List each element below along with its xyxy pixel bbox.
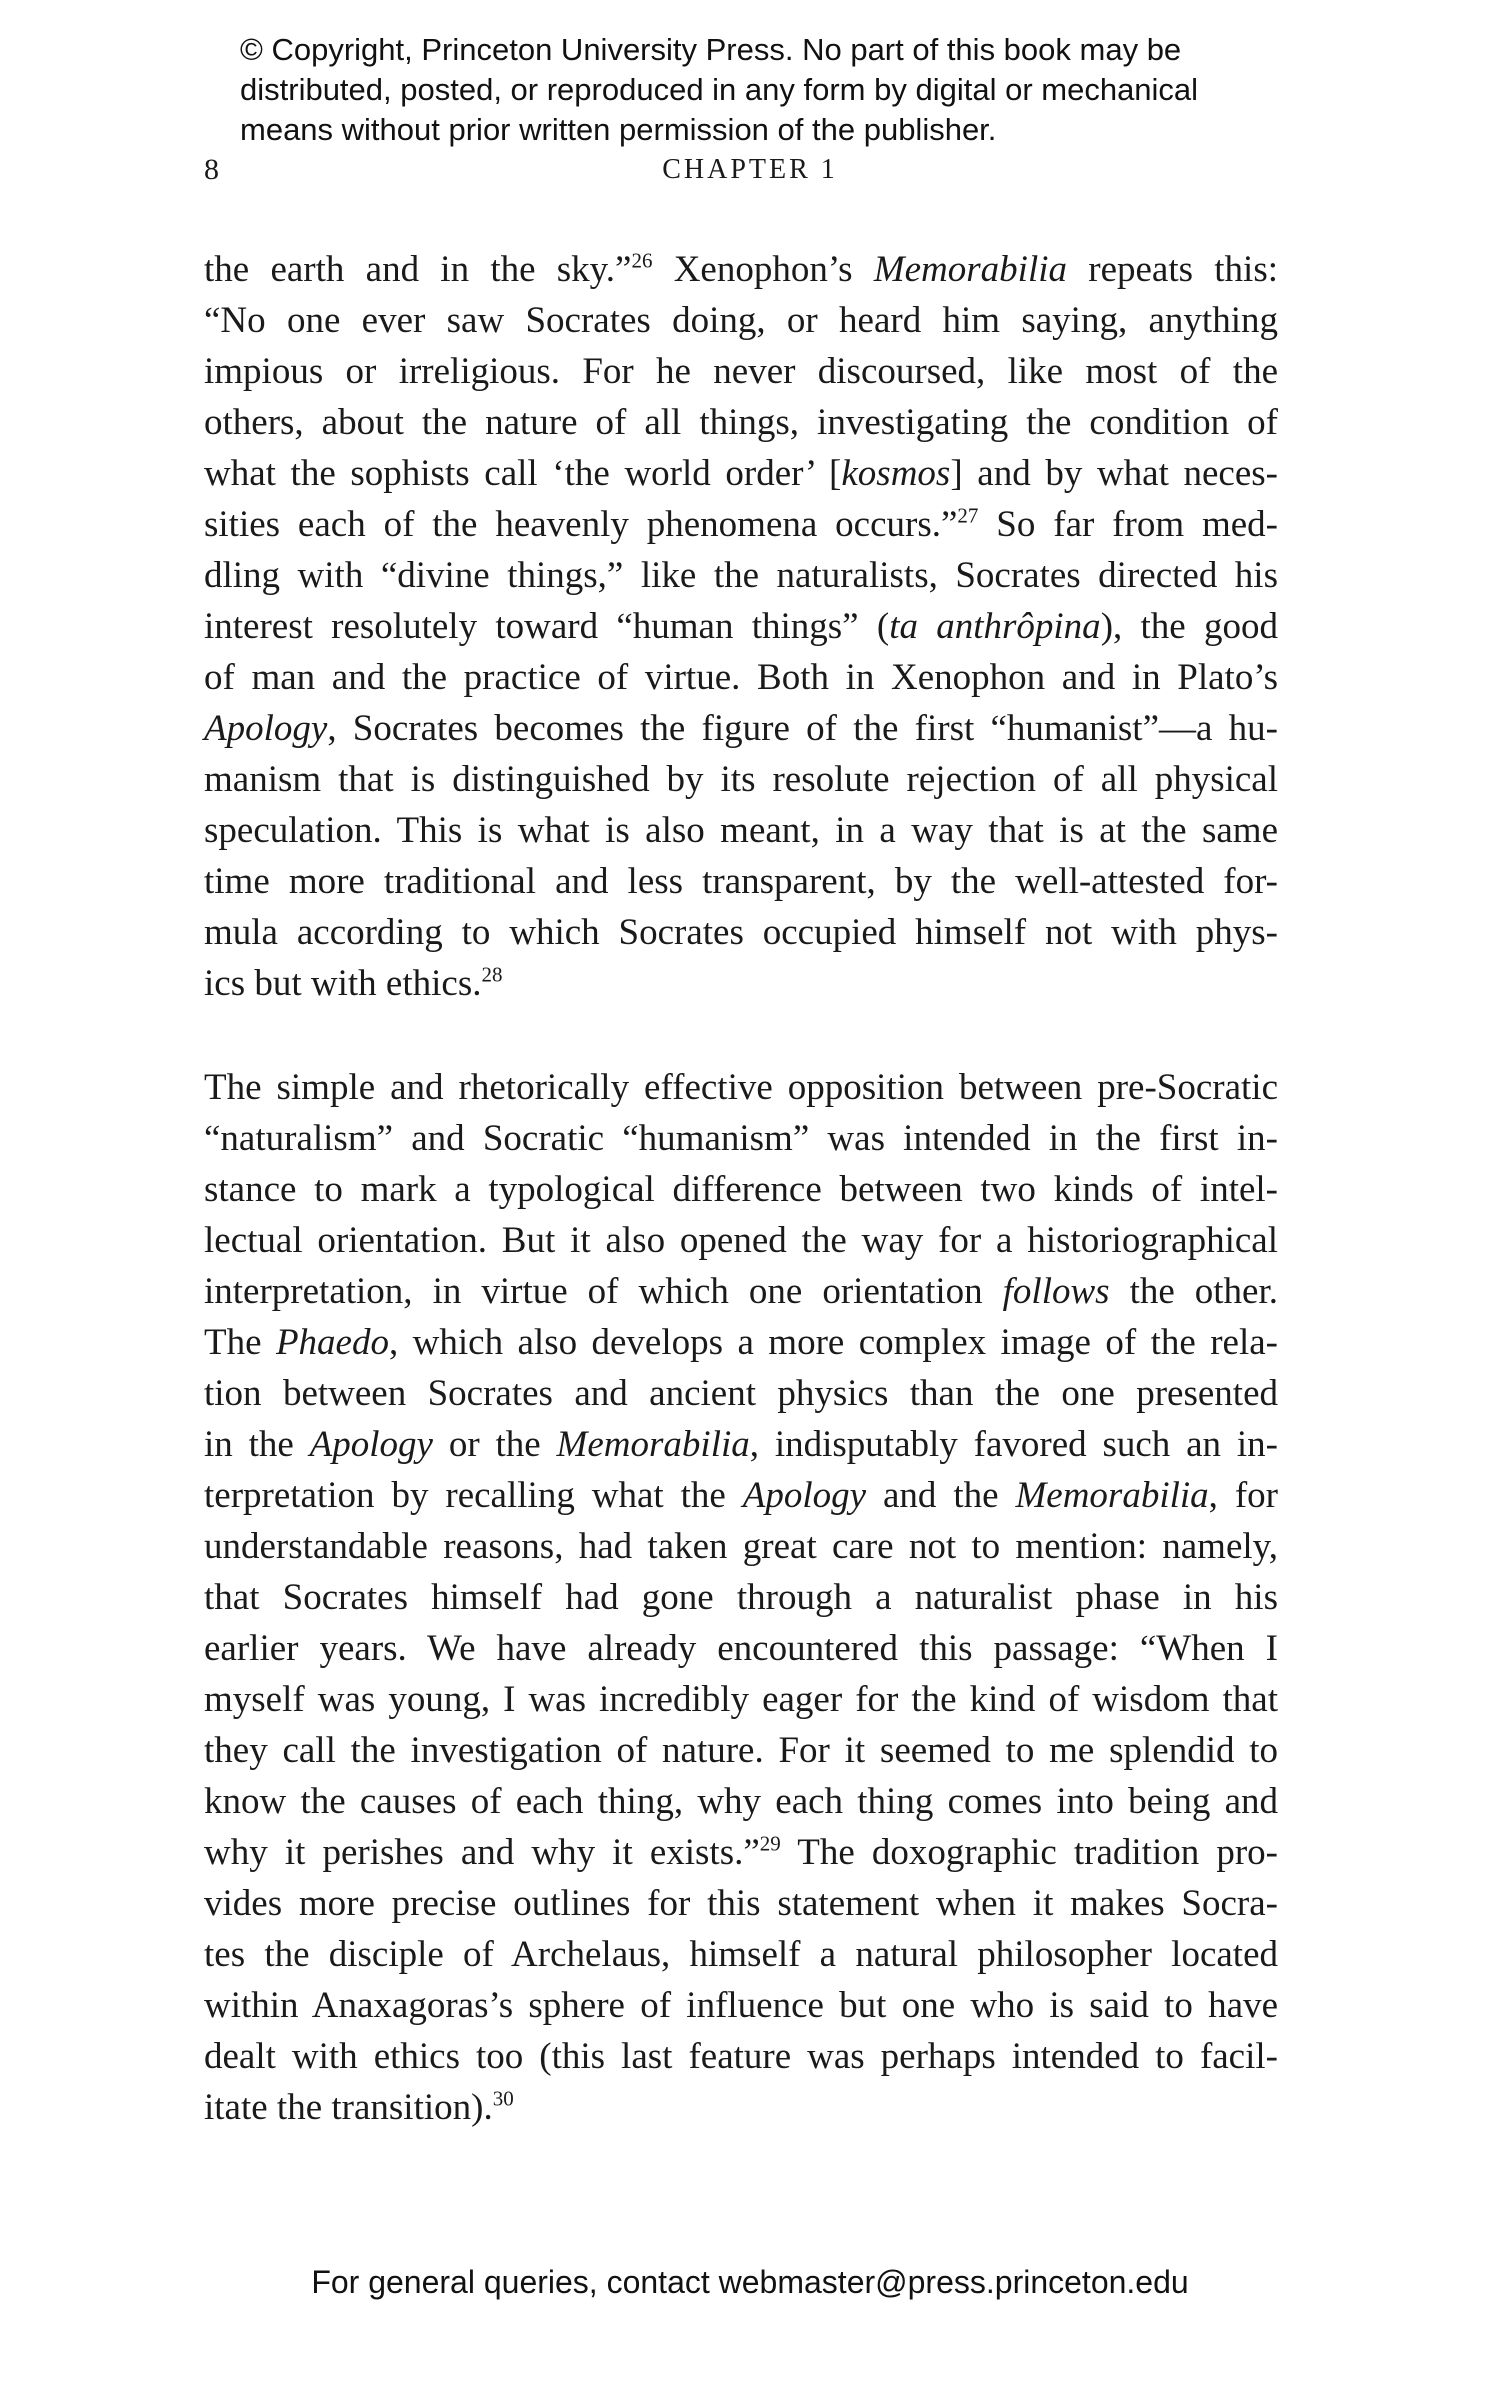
text-run: ics but with ethics. [204,963,482,1004]
text-run: of man and the practice of virtue. Both in Xenophon and in Plato’s [204,657,1278,698]
text-run: ] and by what neces- [950,453,1278,494]
footer-contact: For general queries, contact webmaster@press.princeton.edu [311,2264,1189,2300]
text-line [204,601,1278,652]
text-line [204,1674,1278,1725]
text-line [204,1215,1278,1266]
italic-term: follows [1002,1271,1110,1312]
text-run: within Anaxagoras’s sphere of influence but one who is said to have [204,1985,1278,2026]
text-run: ), the good [1100,606,1278,647]
text-line [204,1113,1278,1164]
text-line [204,652,1278,703]
italic-term: Memorabilia [556,1424,750,1465]
text-run: , for [1208,1475,1278,1516]
text-run: , which also develops a more complex image of the rela- [388,1322,1279,1363]
text-run: , indisputably favored such an in- [749,1424,1278,1465]
text-run: mula according to which Socrates occupied himself not with phys- [204,912,1278,953]
text-run: stance to mark a typological difference between two kinds of intel- [204,1169,1278,1210]
text-line [204,295,1278,346]
italic-term: Memorabilia [873,249,1067,290]
body-paragraph [204,1062,1278,2133]
text-line [204,346,1278,397]
text-line [204,1266,1278,1317]
page-number: 8 [204,153,219,186]
copyright-line: © Copyright, Princeton University Press. No part of this book may be [240,32,1182,67]
text-run: they call the investigation of nature. For it seemed to me splendid to [204,1730,1278,1771]
text-run: and the [866,1475,1016,1516]
text-run: tion between Socrates and ancient physics than the one presented [204,1373,1278,1414]
footnote-ref: 27 [957,503,979,528]
text-line [204,2031,1278,2082]
text-run: impious or irreligious. For he never discoursed, like most of the [204,351,1278,392]
text-run: what the sophists call ‘the world order’ [ [204,453,842,494]
italic-term: Memorabilia [1015,1475,1209,1516]
text-run: or the [432,1424,557,1465]
text-run: “No one ever saw Socrates doing, or heard him saying, anything [204,300,1278,341]
text-line [204,1368,1278,1419]
text-run: speculation. This is what is also meant, in a way that is at the same [204,810,1278,851]
text-run: that Socrates himself had gone through a naturalist phase in his [204,1577,1278,1618]
text-line [204,1623,1278,1674]
italic-term: kosmos [841,453,951,494]
text-run: the earth and in the sky.” [204,249,632,290]
body-paragraph [204,244,1278,1009]
text-line [204,1725,1278,1776]
text-line [204,1980,1278,2031]
text-line [204,499,1278,550]
text-run: why it perishes and why it exists.” [204,1832,760,1873]
text-run: The [204,1322,276,1363]
text-run: dling with “divine things,” like the naturalists, Socrates directed his [204,555,1278,596]
text-run: earlier years. We have already encountered this passage: “When I [204,1628,1278,1669]
text-line [204,907,1278,958]
text-run: “naturalism” and Socratic “humanism” was intended in the first in- [204,1118,1278,1159]
italic-term: Phaedo [275,1322,389,1363]
text-run: interpretation, in virtue of which one orientation [204,1271,1003,1312]
text-run: others, about the nature of all things, investigating the condition of [204,402,1278,443]
text-line [204,1878,1278,1929]
text-run: terpretation by recalling what the [204,1475,743,1516]
text-line [204,397,1278,448]
text-run: manism that is distinguished by its resolute rejection of all physical [204,759,1278,800]
text-line [204,1929,1278,1980]
text-run: lectual orientation. But it also opened the way for a historiographical [204,1220,1278,1261]
text-line [204,1164,1278,1215]
text-line [204,856,1278,907]
text-line [204,2082,1278,2133]
copyright-notice [240,30,1360,150]
text-line [204,1521,1278,1572]
text-run: interest resolutely toward “human things” ( [204,606,890,647]
text-line [204,1827,1278,1878]
text-line [204,958,1278,1009]
copyright-line: means without prior written permission of the publisher. [240,112,997,147]
italic-term: Apology [742,1475,867,1516]
text-run: The doxographic tradition pro- [780,1832,1278,1873]
footnote-ref: 30 [492,2086,514,2111]
text-line [204,1776,1278,1827]
text-line [204,703,1278,754]
text-run: in the [204,1424,310,1465]
text-run: tes the disciple of Archelaus, himself a natural philosopher located [204,1934,1278,1975]
text-line [204,244,1278,295]
text-line [204,1062,1278,1113]
text-run: know the causes of each thing, why each thing comes into being and [204,1781,1278,1822]
text-line [204,448,1278,499]
text-run: the other. [1109,1271,1279,1312]
text-run: So far from med- [978,504,1278,545]
text-run: itate the transition). [204,2087,493,2128]
italic-term: Apology [309,1424,433,1465]
text-run: Xenophon’s [652,249,874,290]
text-line [204,1419,1278,1470]
text-run: sities each of the heavenly phenomena occurs.” [204,504,958,545]
text-run: dealt with ethics too (this last feature was perhaps intended to facil- [204,2036,1278,2077]
text-line [204,805,1278,856]
footnote-ref: 28 [481,962,503,987]
text-run: The simple and rhetorically effective opposition between pre-Socratic [204,1067,1278,1108]
italic-term: ta anthrôpina [889,606,1101,647]
copyright-line: distributed, posted, or reproduced in any form by digital or mechanical [240,72,1199,107]
text-run: vides more precise outlines for this statement when it makes Socra- [204,1883,1278,1924]
text-line [204,1470,1278,1521]
text-line [204,550,1278,601]
text-line [204,1317,1278,1368]
text-line [204,1572,1278,1623]
text-run: time more traditional and less transparent, by the well-attested for- [204,861,1278,902]
footnote-ref: 29 [759,1831,781,1856]
footnote-ref: 26 [631,248,653,273]
text-run: , Socrates becomes the figure of the first “humanist”—a hu- [327,708,1278,749]
text-line [204,754,1278,805]
text-run: understandable reasons, had taken great care not to mention: namely, [204,1526,1278,1567]
italic-term: Apology [204,708,328,749]
running-head: CHAPTER 1 [662,154,838,185]
text-run: myself was young, I was incredibly eager for the kind of wisdom that [204,1679,1278,1720]
text-run: repeats this: [1067,249,1278,290]
